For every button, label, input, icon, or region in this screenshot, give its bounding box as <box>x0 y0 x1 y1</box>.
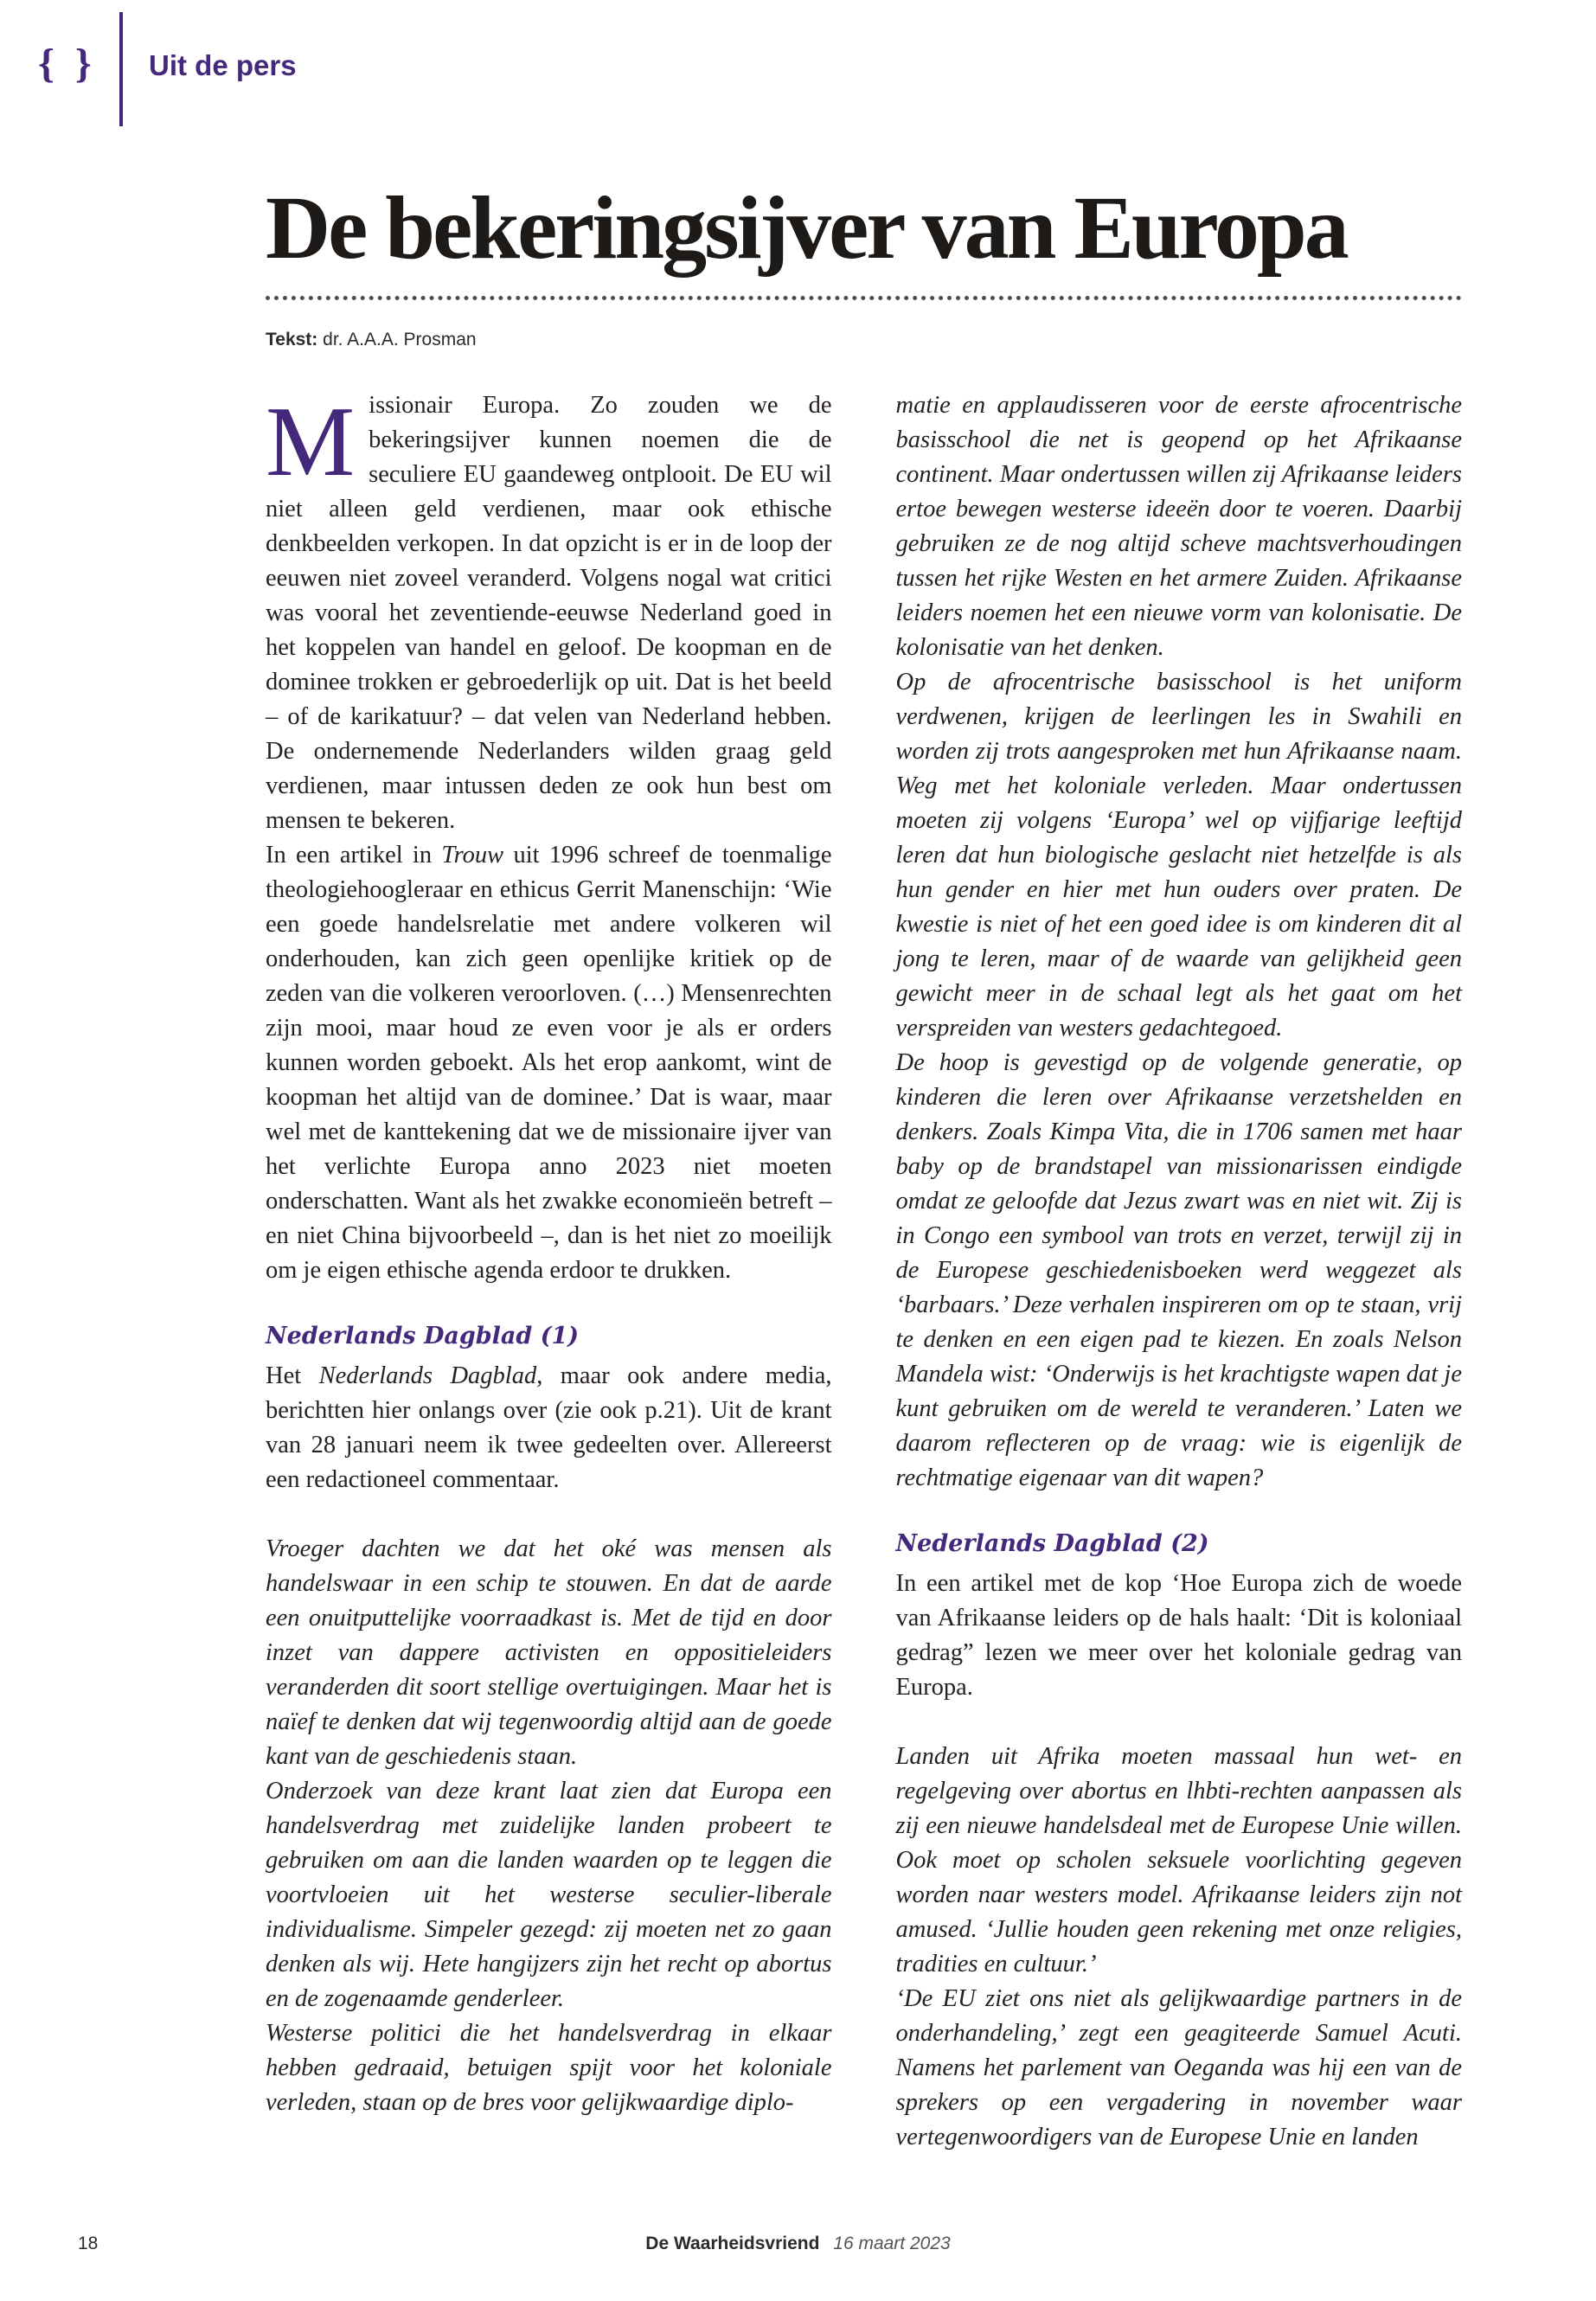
inline-italic: Trouw <box>441 842 504 868</box>
text-run: , maar ook andere media, berichtten hier onlangs over (zie ook p.21). Uit de krant van 28 januari neem ik twee gedeelten over. Allereerst een redactioneel commentaar. <box>266 1362 832 1494</box>
text-run: uit 1996 schreef de toenmalige theologiehoogleraar en ethicus Gerrit Manenschijn: ‘Wie een goede handelsrelatie met andere volkeren wil onderhouden, kan zich geen openlijke kritiek op de zeden van die volkeren veroorloven. (…) Mensenrechten zijn mooi, maar houd ze even voor je als er orders kunnen worden geboekt. Als het erop aankomt, wint de koopman het altijd van de dominee.’ Dat is waar, maar wel met de kanttekening dat we de missionaire ijver van het verlichte Europa anno 2023 niet moeten onderschatten. Want als het zwakke economieën betreft – en niet China bijvoorbeeld –, dan is het niet zo moeilijk om je eigen ethische agenda erdoor te drukken. <box>266 842 832 1284</box>
text-run: ‘De EU ziet ons niet als gelijkwaardige partners in de onderhandeling,’ zegt een geagiteerde Samuel Acuti. Namens het parlement van Oeganda was hij een van de sprekers op een vergadering in november waar vertegenwoordigers van de Europese Unie en landen <box>895 1985 1462 2151</box>
byline-author: dr. A.A.A. Prosman <box>323 330 477 349</box>
quoted-paragraph <box>896 1046 1463 1496</box>
quoted-paragraph <box>266 1532 832 1774</box>
text-columns <box>266 388 1462 2155</box>
text-run: De hoop is gevestigd op de volgende generatie, op kinderen die leren over Afrikaanse verzetshelden en denkers. Zoals Kimpa Vita, die in 1706 samen met haar baby op de brandstapel van missionarissen eindigde omdat ze geloofde dat Jezus zwart was en niet wit. Zij is in Congo een symbool van trots en verzet, terwijl zij in de Europese geschiedenisboeken werd weggezet als ‘barbaars.’ Deze verhalen inspireren om op te staan, vrij te denken en een eigen pad te kiezen. En zoals Nelson Mandela wist: ‘Onderwijs is het krachtigste wapen dat je kunt gebruiken om de wereld te veranderen.’ Laten we daarom reflecteren op de vraag: wie is eigenlijk de rechtmatige eigenaar van dit wapen? <box>895 1049 1462 1491</box>
quoted-paragraph <box>896 388 1463 665</box>
page-number: 18 <box>78 2234 99 2253</box>
text-run: Vroeger dachten we dat het oké was mensen als handelswaar in een schip te stouwen. En dat de aarde een onuitputtelijke voorraadkast is. Met de tijd en door inzet van dappere activisten en oppositieleiders veranderden dit soort stellige overtuigingen. Maar het is naïef te denken dat wij tegenwoordig altijd aan de goede kant van de geschiedenis staan. <box>266 1535 832 1771</box>
body-paragraph <box>266 1359 832 1497</box>
issue-date: 16 maart 2023 <box>833 2234 951 2253</box>
quoted-paragraph <box>266 1774 832 2016</box>
text-run: Westerse politici die het handelsverdrag in elkaar hebben gedraaid, betuigen spijt voor het koloniale verleden, staan op de bres voor gelijkwaardige diplo- <box>266 2020 832 2117</box>
byline-label: Tekst: <box>266 330 318 349</box>
text-run: In een artikel in <box>266 842 442 868</box>
brace-logo-icon: { } <box>38 41 97 87</box>
text-run: Het <box>266 1362 319 1390</box>
text-run: In een artikel met de kop ‘Hoe Europa zich de woede van Afrikaanse leiders op de hals haalt: ‘Dit is koloniaal gedrag” lezen we meer over het koloniale gedrag van Europa. <box>895 1570 1462 1702</box>
text-run: matie en applaudisseren voor de eerste afrocentrische basisschool die net is geopend op het Afrikaanse continent. Maar ondertussen willen zij Afrikaanse leiders ertoe bewegen westerse ideeën door te voeren. Daarbij gebruiken ze de nog altijd scheve machtsverhoudingen tussen het rijke Westen en het armere Zuiden. Afrikaanse leiders noemen het een nieuwe vorm van kolonisatie. De kolonisatie van het denken. <box>895 392 1462 661</box>
column-right <box>896 388 1463 2155</box>
quoted-paragraph <box>896 1982 1463 2155</box>
body-paragraph <box>266 388 832 838</box>
body-paragraph <box>896 1567 1463 1705</box>
drop-cap: M <box>266 387 356 497</box>
byline <box>266 330 1462 350</box>
text-run: Op de afrocentrische basisschool is het uniform verdwenen, krijgen de leerlingen les in Swahili en worden zij trots aangesproken met hun Afrikaanse naam. Weg met het koloniale verleden. Maar ondertussen moeten zij volgens ‘Europa’ wel op vijfjarige leeftijd leren dat hun biologische geslacht niet hetzelfde is als hun gender en hier met hun ouders over praten. De kwestie is niet of het een goed idee is om kinderen dit al jong te leren, maar of de waarde van gelijkheid geen gewicht meer in de schaal legt als het gaat om het verspreiden van westers gedachtegoed. <box>895 669 1462 1042</box>
section-label: Uit de pers <box>149 49 297 81</box>
article <box>266 178 1462 2155</box>
header-divider <box>119 12 123 126</box>
body-paragraph <box>266 838 832 1288</box>
page-footer <box>0 2234 1596 2254</box>
section-subhead: Nederlands Dagblad (1) <box>266 1323 580 1349</box>
text-run: Onderzoek van deze krant laat zien dat Europa een handelsverdrag met zuidelijke landen probeert te gebruiken om aan die landen waarden op te leggen die voortvloeien uit het westerse seculier-liberale individualisme. Simpeler gezegd: zij moeten net zo gaan denken als wij. Hete hangijzers zijn het recht op abortus en de zogenaamde genderleer. <box>266 1778 832 2013</box>
text-run: issionair Europa. Zo zouden we de bekeringsijver kunnen noemen die de seculiere EU gaandeweg ontplooit. De EU wil niet alleen geld verdienen, maar ook ethische denkbeelden verkopen. In dat opzicht is er in de loop der eeuwen niet zoveel veranderd. Volgens nogal wat critici was vooral het zeventiende-eeuwse Nederland goed in het koppelen van handel en geloof. De koopman en de dominee trokken er gebroederlijk op uit. Dat is het beeld – of de karikatuur? – dat velen van Nederland hebben. De ondernemende Nederlanders wilden graag geld verdienen, maar intussen deden ze ook hun best om mensen te bekeren. <box>266 392 832 834</box>
magazine-name: De Waarheidsvriend <box>645 2234 820 2253</box>
quoted-paragraph <box>266 2016 832 2120</box>
page-title: De bekeringsijver van Europa <box>266 178 1347 278</box>
quoted-paragraph <box>896 1740 1463 1982</box>
quoted-paragraph <box>896 665 1463 1046</box>
inline-italic: Nederlands Dagblad <box>318 1362 537 1390</box>
column-left <box>266 388 832 2155</box>
text-run: Landen uit Afrika moeten massaal hun wet- en regelgeving over abortus en lhbti-rechten aanpassen als zij een nieuwe handelsdeal met de Europese Unie willen. Ook moet op scholen seksuele voorlichting gegeven worden naar westers model. Afrikaanse leiders zijn not amused. ‘Jullie houden geen rekening met onze religies, tradities en cultuur.’ <box>895 1743 1462 1978</box>
title-dotted-rule <box>266 296 1462 300</box>
section-subhead: Nederlands Dagblad (2) <box>895 1530 1209 1557</box>
